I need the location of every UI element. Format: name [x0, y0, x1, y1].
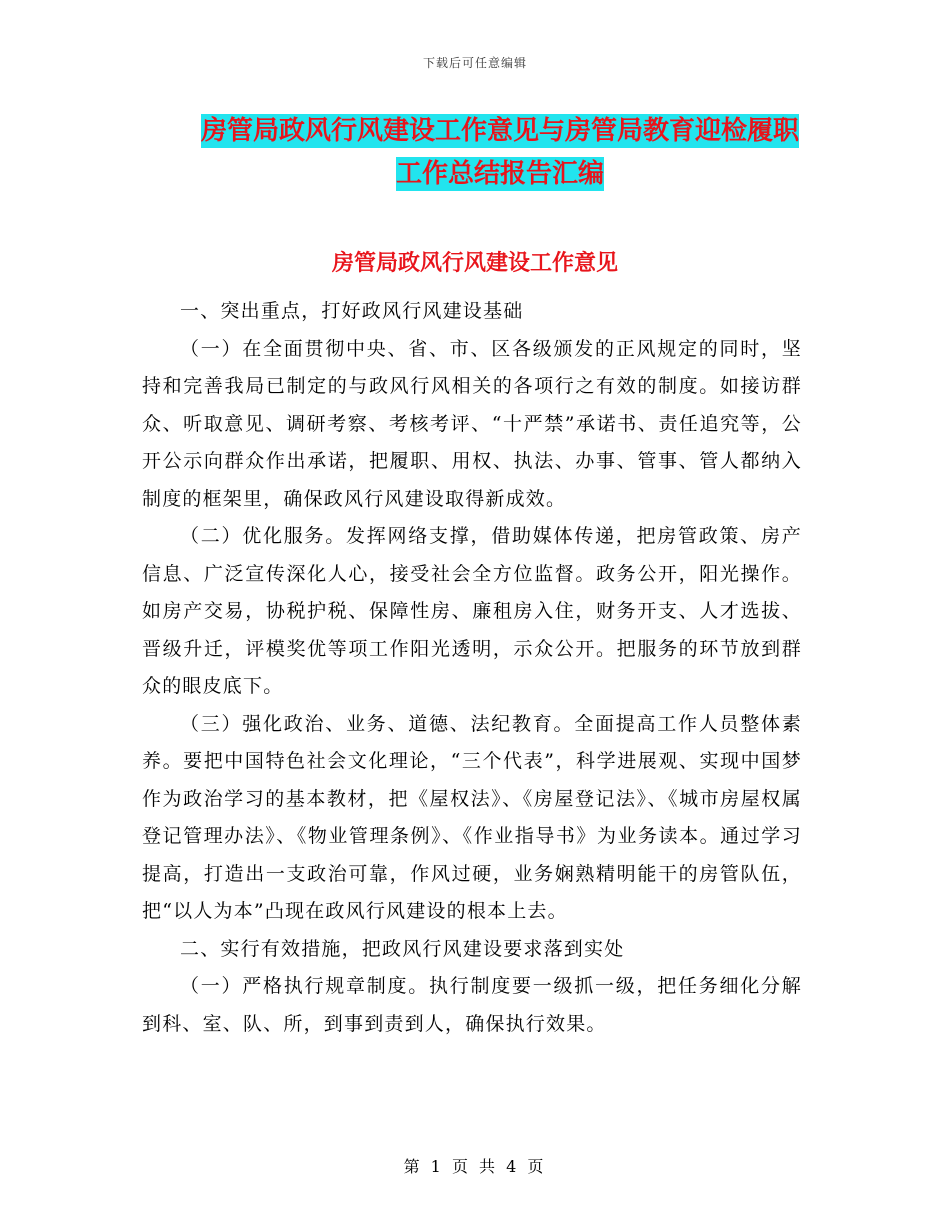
title-line-2: 工作总结报告汇编 — [395, 159, 604, 189]
paragraph: （三）强化政治、业务、道德、法纪教育。全面提高工作人员整体素养。要把中国特色社会文化理论，“三个代表”，科学进展观、实现中国梦作为政治学习的基本教材，把《屋权法》、《房屋登记法》、《城市房屋权属登记管理办法》、《物业管理条例》、《作业指导书》为业务读本。通过学习提高，打造出一支政治可靠，作风过硬，业务娴熟精明能干的房管队伍，把“以人为本”凸现在政风行风建设的根本上去。 — [142, 712, 802, 922]
page-footer: 第 1 页 共 4 页 — [403, 1157, 547, 1176]
paragraph: 二、实行有效措施，把政风行风建设要求落到实处 — [180, 937, 625, 960]
document-title — [140, 110, 860, 196]
paragraph: （一）严格执行规章制度。执行制度要一级抓一级，把任务细化分解到科、室、队、所，到事到责到人，确保执行效果。 — [142, 975, 802, 1035]
paragraph: 一、突出重点，打好政风行风建设基础 — [180, 300, 524, 322]
title-line-1: 房管局政风行风建设工作意见与房管局教育迎检履职 — [200, 116, 799, 146]
section-title: 房管局政风行风建设工作意见 — [331, 251, 618, 276]
body-text — [142, 293, 802, 1043]
paragraph: （一）在全面贯彻中央、省、市、区各级颁发的正风规定的同时，坚持和完善我局已制定的与政风行风相关的各项行之有效的制度。如接访群众、听取意见、调研考察、考核考评、“十严禁”承诺书、责任追究等，公开公示向群众作出承诺，把履职、用权、执法、办事、管事、管人都纳入制度的框架里，确保政风行风建设取得新成效。 — [142, 337, 802, 510]
paragraph: （二）优化服务。发挥网络支撑，借助媒体传递，把房管政策、房产信息、广泛宣传深化人心，接受社会全方位监督。政务公开，阳光操作。如房产交易，协税护税、保障性房、廉租房入住，财务开支、人才选拔、晋级升迁，评模奖优等项工作阳光透明，示众公开。把服务的环节放到群众的眼皮底下。 — [142, 525, 802, 697]
header-note: 下载后可任意编辑 — [422, 56, 527, 70]
